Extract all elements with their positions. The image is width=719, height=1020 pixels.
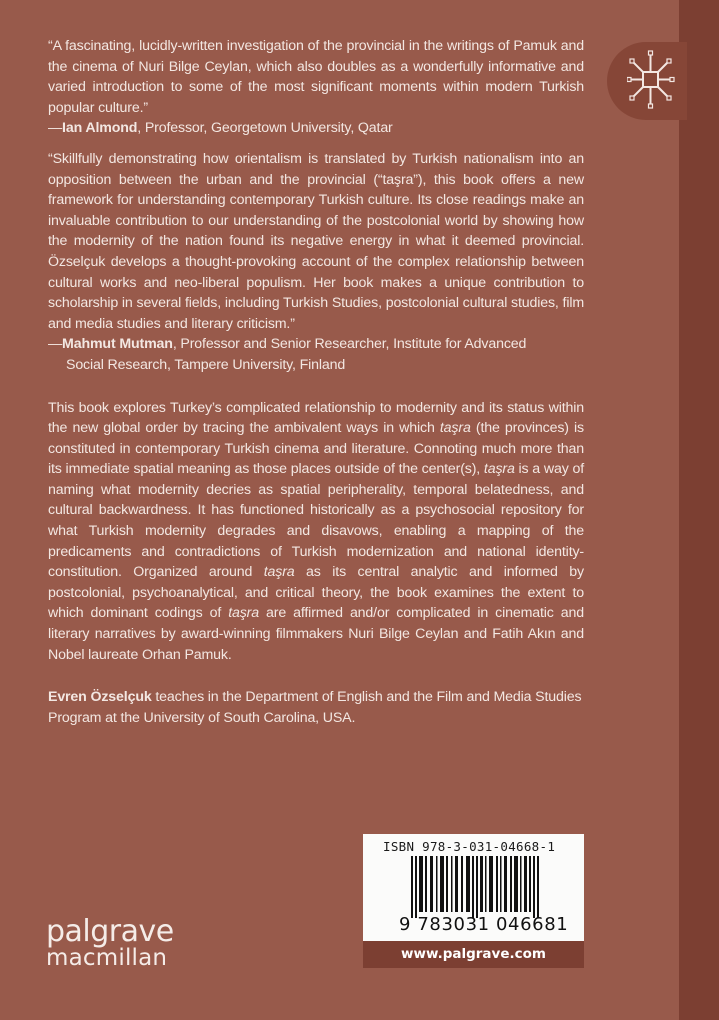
book-description: This book explores Turkey’s complicated relationship to modernity and its status within the new global order by tracing the ambivalent ways in which taşra (the provinces) is constituted in contemporary Turkish cinema and literature. Connoting much more than its immediate spatial meaning as those places outside of the center(s), taşra is a way of naming what modernity decries as spatial peripherality, temporal belatedness, and cultural backwardness. It has functioned historically as a psychosocial repository for what Turkish modernity degrades and disavows, enabling a mapping of the predicaments and contradictions of Turkish modernization and national identity-constitution. Organized around taşra as its central analytic and informed by postcolonial, psychoanalytical, and critical theory, the book examines the extent to which dominant codings of taşra are affirmed and/or complicated in cinematic and literary narratives by award-winning filmmakers Nuri Bilge Ceylan and Fatih Akın and Nobel laureate Orhan Pamuk. <box>48 399 584 663</box>
barcode-icon <box>411 856 541 918</box>
endorser-affiliation: , Professor, Georgetown University, Qatar <box>137 120 393 137</box>
circuit-chip-icon <box>627 49 675 111</box>
back-cover-text <box>48 36 584 728</box>
endorsement-1-quote: “A fascinating, lucidly-written investigation of the provincial in the writings of Pamuk and the cinema of Nuri Bilge Ceylan, which also doubles as a wonderfully informative and varied introduction to some of the most significant moments within modern Turkish popular culture.” <box>48 38 584 116</box>
author-bio: Evren Özselçuk teaches in the Department of English and the Film and Media Studies Program at the University of South Carolina, USA. <box>48 689 582 726</box>
publisher-logo <box>46 914 174 971</box>
author-name: Evren Özselçuk <box>48 689 152 706</box>
endorser-affiliation-line2: Social Research, Tampere University, Finland <box>66 356 346 373</box>
endorsement-2-quote: “Skillfully demonstrating how orientalism is translated by Turkish nationalism into an opposition between the urban and the provincial (“taşra”), this book offers a new framework for understanding contemporary Turkish culture. Its close readings make an invaluable contribution to our understanding of the postcolonial world by showing how the modernity of the nation found its negative energy in what it deemed provincial. Özselçuk develops a thought-provoking account of the complex relationship between cultural works and neo-liberal populism. Her book makes a unique contribution to scholarship in several fields, including Turkish Studies, postcolonial cultural studies, film and media studies and literary criticism.” <box>48 150 584 332</box>
endorser-name: Mahmut Mutman <box>62 336 173 353</box>
endorsement-1-attribution: —Ian Almond, Professor, Georgetown University, Qatar <box>48 120 393 137</box>
endorsement-2-attribution: —Mahmut Mutman, Professor and Senior Researcher, Institute for Advanced Social Research, Tampere University, Finland <box>48 334 584 375</box>
publisher-url[interactable]: www.palgrave.com <box>401 946 546 962</box>
endorser-affiliation: , Professor and Senior Researcher, Institute for Advanced <box>172 336 527 353</box>
series-logo-tab <box>607 42 687 120</box>
publisher-name-line2: macmillan <box>46 945 168 971</box>
barcode-digits: 9 783031 046681 <box>399 914 569 935</box>
book-spine <box>679 0 719 1020</box>
barcode-panel <box>363 834 584 941</box>
endorser-name: Ian Almond <box>62 120 138 137</box>
isbn-label: ISBN 978-3-031-04668-1 <box>383 839 556 854</box>
publisher-name-line1: palgrave <box>46 914 174 949</box>
isbn-barcode-block <box>363 834 584 968</box>
